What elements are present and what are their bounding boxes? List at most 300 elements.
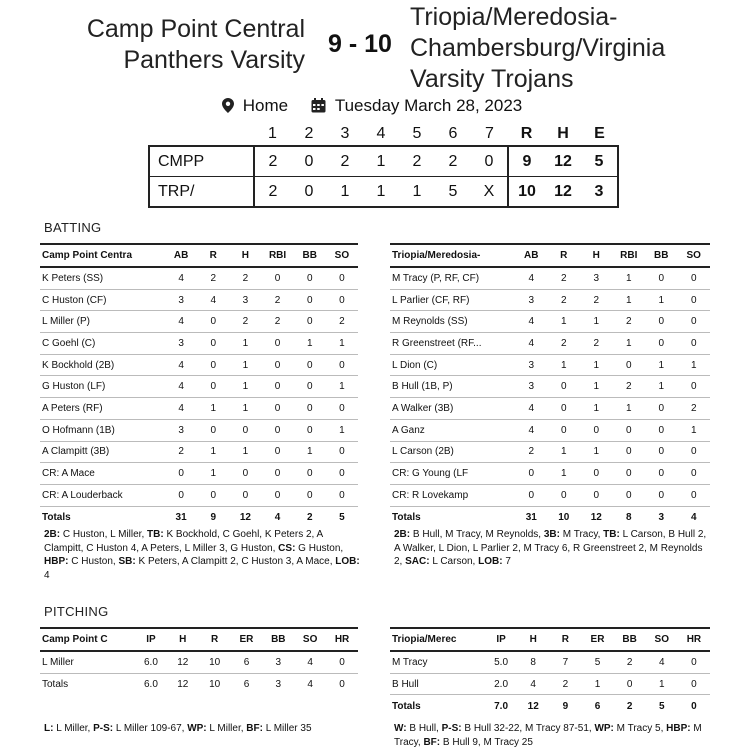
stat-cell: 0 xyxy=(294,289,326,311)
stat-cell: 1 xyxy=(580,376,613,398)
inning-header: 5 xyxy=(412,125,422,142)
total-cell: 12 xyxy=(517,695,549,718)
total-cell: 5 xyxy=(646,695,678,718)
stat-cell: 4 xyxy=(165,311,197,333)
linescore-team: CMPP xyxy=(149,146,254,177)
table-row xyxy=(390,398,710,420)
stat-column-header: BB xyxy=(645,244,678,267)
note-key: P-S: xyxy=(93,723,114,734)
inning-header: 3 xyxy=(340,125,350,142)
table-row xyxy=(40,354,358,376)
stat-cell: 1 xyxy=(613,398,646,420)
note-value: L Miller 35 xyxy=(262,723,312,734)
stat-cell: 0 xyxy=(294,354,326,376)
stat-cell: 2 xyxy=(326,311,358,333)
stat-column-header: IP xyxy=(135,628,167,651)
stat-cell: 1 xyxy=(294,333,326,355)
table-row xyxy=(40,484,358,506)
inning-score: 2 xyxy=(399,146,435,177)
total-cell: 2 xyxy=(294,506,326,529)
note-key: BF: xyxy=(246,723,263,734)
table-row xyxy=(390,354,710,376)
stat-cell: 1 xyxy=(197,463,229,485)
batting-notes-home xyxy=(44,528,362,582)
total-cell: 7.0 xyxy=(485,695,517,718)
date-text: Tuesday March 28, 2023 xyxy=(334,96,523,115)
total-cell: 10 xyxy=(199,673,231,696)
total-cell: 10 xyxy=(548,506,581,529)
stat-cell: 0 xyxy=(515,484,548,506)
pitching-section-title: PITCHING xyxy=(44,604,109,619)
table-row xyxy=(390,463,710,485)
stat-cell: 4 xyxy=(165,398,197,420)
stat-cell: 0 xyxy=(613,463,646,485)
stat-cell: 0 xyxy=(294,398,326,420)
stat-cell: 4 xyxy=(165,354,197,376)
stat-cell: 4 xyxy=(515,333,548,355)
date xyxy=(311,96,528,115)
stat-cell: 0 xyxy=(294,484,326,506)
home-team-line: Panthers Varsity xyxy=(123,46,305,74)
team-column-header: Triopia/Meredosia- xyxy=(390,244,515,267)
inning-header: 7 xyxy=(485,125,494,142)
errors-total: 3 xyxy=(581,177,618,208)
stat-cell: 1 xyxy=(197,398,229,420)
stat-cell: 1 xyxy=(548,463,581,485)
player-name: A Walker (3B) xyxy=(390,398,515,420)
table-row xyxy=(40,419,358,441)
stat-cell: 1 xyxy=(229,376,261,398)
stat-cell: 1 xyxy=(548,311,581,333)
stat-cell: 0 xyxy=(645,398,678,420)
stat-cell: 0 xyxy=(197,376,229,398)
stat-cell: 6 xyxy=(231,651,263,673)
pitching-notes-away xyxy=(394,722,710,749)
stat-cell: 2 xyxy=(614,651,646,673)
total-cell: 9 xyxy=(549,695,581,718)
player-name: K Peters (SS) xyxy=(40,267,165,289)
stat-column-header: R xyxy=(197,244,229,267)
stat-cell: 1 xyxy=(581,673,613,695)
stat-cell: 2.0 xyxy=(485,673,517,695)
table-row xyxy=(40,267,358,289)
stat-cell: 0 xyxy=(678,376,711,398)
stat-cell: 10 xyxy=(199,651,231,673)
stat-cell: 0 xyxy=(645,311,678,333)
stat-cell: 0 xyxy=(261,441,293,463)
note-key: SB: xyxy=(118,556,136,567)
stat-cell: 3 xyxy=(515,289,548,311)
stat-cell: 2 xyxy=(261,289,293,311)
hits-total: 12 xyxy=(545,177,581,208)
stat-cell: 4 xyxy=(515,419,548,441)
note-value: L Miller 109-67, xyxy=(113,723,188,734)
player-name: CR: R Lovekamp xyxy=(390,484,515,506)
stat-cell: 3 xyxy=(515,354,548,376)
pin-icon xyxy=(222,98,234,113)
stat-cell: 0 xyxy=(645,484,678,506)
stat-column-header: H xyxy=(580,244,613,267)
stat-cell: 2 xyxy=(613,311,646,333)
table-row xyxy=(40,376,358,398)
stat-cell: 0 xyxy=(645,441,678,463)
player-name: L Dion (C) xyxy=(390,354,515,376)
pitching-table-home xyxy=(40,627,358,696)
stat-cell: 1 xyxy=(229,398,261,420)
linescore-table xyxy=(148,123,619,208)
stat-cell: 3 xyxy=(515,376,548,398)
stat-cell: 0 xyxy=(548,419,581,441)
stat-cell: 0 xyxy=(678,333,711,355)
total-cell: 4 xyxy=(678,506,711,529)
note-value: B Hull, xyxy=(406,723,442,734)
location-text: Home xyxy=(242,96,289,115)
player-name: K Bockhold (2B) xyxy=(40,354,165,376)
note-value: 7 xyxy=(502,556,511,567)
total-cell: 31 xyxy=(165,506,197,529)
inning-score: 1 xyxy=(399,177,435,208)
player-name: M Tracy xyxy=(390,651,485,673)
stat-cell: 0 xyxy=(229,484,261,506)
stat-cell: 1 xyxy=(229,333,261,355)
totals-label: Totals xyxy=(390,695,485,718)
stat-column-header: R xyxy=(549,628,581,651)
stat-cell: 4 xyxy=(515,398,548,420)
stat-cell: 0 xyxy=(229,419,261,441)
pitching-notes-home xyxy=(44,722,362,736)
calendar-icon xyxy=(311,98,326,113)
totals-row xyxy=(390,506,710,529)
stat-column-header: SO xyxy=(326,244,358,267)
stat-cell: 0 xyxy=(613,419,646,441)
stat-cell: 2 xyxy=(580,333,613,355)
player-name: L Miller xyxy=(40,651,135,673)
location xyxy=(222,96,299,115)
stat-cell: 2 xyxy=(548,289,581,311)
stat-cell: 4 xyxy=(165,267,197,289)
total-cell: 12 xyxy=(167,673,199,696)
batting-table-away xyxy=(390,243,710,529)
player-name: B Hull xyxy=(390,673,485,695)
stat-cell: 4 xyxy=(646,651,678,673)
stat-cell: 0 xyxy=(261,398,293,420)
stat-column-header: H xyxy=(229,244,261,267)
player-name: B Hull (1B, P) xyxy=(390,376,515,398)
totals-row xyxy=(390,695,710,718)
linescore-row xyxy=(149,146,618,177)
stat-cell: 0 xyxy=(294,311,326,333)
note-value: K Bockhold, C Goehl, K Peters 2, A Clampitt, C Huston 4, A Peters, L Miller 3, G Huston, xyxy=(44,529,323,554)
total-cell: 12 xyxy=(229,506,261,529)
inning-score: 1 xyxy=(363,177,399,208)
stat-cell: 0 xyxy=(678,289,711,311)
note-value: K Peters, A Clampitt 2, C Huston 3, A Mace, xyxy=(135,556,336,567)
table-row xyxy=(40,333,358,355)
table-row xyxy=(390,651,710,673)
table-row xyxy=(390,376,710,398)
final-score: 9 - 10 xyxy=(328,30,392,58)
stat-cell: 0 xyxy=(678,673,710,695)
stat-cell: 12 xyxy=(167,651,199,673)
stat-cell: 0 xyxy=(261,267,293,289)
stat-cell: 1 xyxy=(613,289,646,311)
stat-cell: 2 xyxy=(261,311,293,333)
player-name: CR: G Young (LF xyxy=(390,463,515,485)
note-value: B Hull, M Tracy, M Reynolds, xyxy=(410,529,544,540)
totals-label: Totals xyxy=(40,673,135,696)
stat-cell: 3 xyxy=(165,333,197,355)
errors-total: 5 xyxy=(581,146,618,177)
game-meta xyxy=(0,96,750,116)
stat-column-header: BB xyxy=(294,244,326,267)
note-key: HBP: xyxy=(44,556,69,567)
hits-header: H xyxy=(557,125,569,142)
stat-cell: 0 xyxy=(197,484,229,506)
table-header-row xyxy=(40,628,358,651)
stat-cell: 3 xyxy=(229,289,261,311)
total-cell: 2 xyxy=(614,695,646,718)
team-column-header: Camp Point C xyxy=(40,628,135,651)
note-key: TB: xyxy=(147,529,164,540)
inning-score: 2 xyxy=(254,146,291,177)
totals-label: Totals xyxy=(390,506,515,529)
totals-row xyxy=(40,673,358,696)
inning-score: 0 xyxy=(291,146,327,177)
stat-cell: 0 xyxy=(645,463,678,485)
stat-cell: 1 xyxy=(580,311,613,333)
table-row xyxy=(390,484,710,506)
stat-column-header: AB xyxy=(165,244,197,267)
stat-cell: 0 xyxy=(197,333,229,355)
stat-cell: 1 xyxy=(646,673,678,695)
stat-cell: 1 xyxy=(645,376,678,398)
inning-score: 0 xyxy=(471,146,508,177)
stat-column-header: ER xyxy=(231,628,263,651)
stat-cell: 0 xyxy=(678,311,711,333)
stat-cell: 0 xyxy=(678,441,711,463)
linescore-row xyxy=(149,177,618,208)
stat-cell: 5 xyxy=(581,651,613,673)
runs-total: 9 xyxy=(508,146,545,177)
stat-cell: 0 xyxy=(261,419,293,441)
stat-cell: 0 xyxy=(613,441,646,463)
player-name: CR: A Louderback xyxy=(40,484,165,506)
stat-column-header: HR xyxy=(326,628,358,651)
stat-cell: 0 xyxy=(645,333,678,355)
player-name: M Tracy (P, RF, CF) xyxy=(390,267,515,289)
note-value: B Hull 32-22, M Tracy 87-51, xyxy=(461,723,595,734)
stat-cell: 2 xyxy=(580,289,613,311)
total-cell: 9 xyxy=(197,506,229,529)
stat-cell: 2 xyxy=(197,267,229,289)
total-cell: 0 xyxy=(678,695,710,718)
hits-total: 12 xyxy=(545,146,581,177)
totals-label: Totals xyxy=(40,506,165,529)
stat-cell: 0 xyxy=(294,376,326,398)
stat-cell: 0 xyxy=(294,419,326,441)
note-value: B Hull 9, M Tracy 25 xyxy=(440,736,533,748)
inning-score: 1 xyxy=(327,177,363,208)
inning-header: 1 xyxy=(268,125,277,142)
stat-column-header: HR xyxy=(678,628,710,651)
table-row xyxy=(40,651,358,673)
stat-cell: 0 xyxy=(515,463,548,485)
stat-cell: 1 xyxy=(229,441,261,463)
batting-table-home xyxy=(40,243,358,529)
errors-header: E xyxy=(594,125,605,142)
totals-row xyxy=(40,506,358,529)
note-value: 4 xyxy=(44,569,50,581)
stat-cell: 0 xyxy=(261,333,293,355)
stat-cell: 0 xyxy=(645,419,678,441)
player-name: R Greenstreet (RF... xyxy=(390,333,515,355)
stat-cell: 0 xyxy=(613,484,646,506)
stat-cell: 0 xyxy=(197,419,229,441)
stat-column-header: AB xyxy=(515,244,548,267)
stat-cell: 0 xyxy=(326,289,358,311)
stat-cell: 1 xyxy=(326,333,358,355)
inning-score: 2 xyxy=(327,146,363,177)
player-name: A Peters (RF) xyxy=(40,398,165,420)
note-value: L Miller, xyxy=(53,723,94,734)
table-row xyxy=(390,441,710,463)
stat-column-header: R xyxy=(548,244,581,267)
stat-cell: 1 xyxy=(548,441,581,463)
note-key: WP: xyxy=(594,723,614,734)
note-key: HBP: xyxy=(666,723,691,734)
away-team-line: Triopia/Meredosia- xyxy=(410,3,618,31)
note-value: L Miller, xyxy=(206,723,247,734)
note-key: LOB: xyxy=(478,556,503,567)
player-name: G Huston (LF) xyxy=(40,376,165,398)
total-cell: 8 xyxy=(613,506,646,529)
note-key: L: xyxy=(44,723,54,734)
stat-cell: 1 xyxy=(229,354,261,376)
player-name: C Goehl (C) xyxy=(40,333,165,355)
stat-column-header: SO xyxy=(646,628,678,651)
batting-notes-away xyxy=(394,528,710,569)
runs-header: R xyxy=(520,125,533,142)
note-value: L Carson, B Hull 2, A Walker, L Dion, L Parlier 2, M Tracy 6, R Greenstreet 2, M Reynolds 2, xyxy=(394,529,707,567)
stat-column-header: IP xyxy=(485,628,517,651)
note-key: 3B: xyxy=(543,529,560,540)
table-row xyxy=(390,673,710,695)
stat-cell: 1 xyxy=(197,441,229,463)
total-cell: 5 xyxy=(326,506,358,529)
note-key: P-S: xyxy=(441,723,462,734)
stat-column-header: ER xyxy=(581,628,613,651)
total-cell: 3 xyxy=(645,506,678,529)
stat-cell: 4 xyxy=(165,376,197,398)
total-cell: 6 xyxy=(231,673,263,696)
player-name: L Miller (P) xyxy=(40,311,165,333)
table-row xyxy=(390,289,710,311)
table-header-row xyxy=(390,628,710,651)
stat-cell: 2 xyxy=(549,673,581,695)
home-team-line: Camp Point Central xyxy=(86,15,305,43)
player-name: CR: A Mace xyxy=(40,463,165,485)
batting-section-title: BATTING xyxy=(44,220,102,235)
stat-cell: 1 xyxy=(580,354,613,376)
table-row xyxy=(390,419,710,441)
stat-cell: 8 xyxy=(517,651,549,673)
stat-cell: 0 xyxy=(326,463,358,485)
note-key: 2B: xyxy=(394,529,411,540)
inning-score: 2 xyxy=(435,146,471,177)
note-value: G Huston, xyxy=(295,542,344,554)
table-row xyxy=(40,311,358,333)
stat-cell: 0 xyxy=(548,398,581,420)
linescore-header-row xyxy=(149,123,618,146)
player-name: C Huston (CF) xyxy=(40,289,165,311)
stat-cell: 3 xyxy=(165,289,197,311)
stat-column-header: RBI xyxy=(261,244,293,267)
team-column-header: Camp Point Centra xyxy=(40,244,165,267)
player-name: A Clampitt (3B) xyxy=(40,441,165,463)
home-team-name xyxy=(60,14,305,76)
total-cell: 31 xyxy=(515,506,548,529)
stat-cell: 0 xyxy=(326,354,358,376)
stat-cell: 1 xyxy=(645,354,678,376)
table-row xyxy=(390,333,710,355)
stat-cell: 0 xyxy=(261,484,293,506)
stat-cell: 0 xyxy=(613,354,646,376)
stat-column-header: SO xyxy=(678,244,711,267)
note-value: M Tracy, xyxy=(394,723,702,748)
stat-cell: 0 xyxy=(326,441,358,463)
stat-cell: 7 xyxy=(549,651,581,673)
runs-total: 10 xyxy=(508,177,545,208)
stat-cell: 1 xyxy=(580,398,613,420)
inning-score: X xyxy=(471,177,508,208)
stat-cell: 0 xyxy=(326,398,358,420)
stat-cell: 0 xyxy=(580,463,613,485)
inning-score: 0 xyxy=(291,177,327,208)
note-key: 2B: xyxy=(44,529,61,540)
inning-header: 4 xyxy=(376,125,386,142)
stat-cell: 0 xyxy=(326,651,358,673)
table-row xyxy=(40,441,358,463)
table-header-row xyxy=(390,244,710,267)
stat-cell: 2 xyxy=(678,398,711,420)
note-key: TB: xyxy=(603,529,620,540)
note-key: W: xyxy=(394,723,407,734)
stat-cell: 4 xyxy=(197,289,229,311)
inning-score: 2 xyxy=(254,177,291,208)
player-name: M Reynolds (SS) xyxy=(390,311,515,333)
note-value: M Tracy 5, xyxy=(613,723,667,734)
note-value: M Tracy, xyxy=(560,529,604,540)
away-team-name xyxy=(410,2,740,95)
stat-cell: 5.0 xyxy=(485,651,517,673)
inning-score: 1 xyxy=(363,146,399,177)
stat-cell: 1 xyxy=(613,267,646,289)
stat-cell: 0 xyxy=(548,376,581,398)
total-cell: 0 xyxy=(326,673,358,696)
note-value: C Huston, xyxy=(68,556,119,567)
stat-cell: 0 xyxy=(326,484,358,506)
stat-cell: 4 xyxy=(515,311,548,333)
table-row xyxy=(390,267,710,289)
table-row xyxy=(40,398,358,420)
stat-cell: 0 xyxy=(261,354,293,376)
stat-cell: 0 xyxy=(678,484,711,506)
stat-column-header: RBI xyxy=(613,244,646,267)
stat-cell: 2 xyxy=(229,311,261,333)
stat-cell: 1 xyxy=(326,419,358,441)
inning-header: 2 xyxy=(304,125,314,142)
stat-cell: 1 xyxy=(645,289,678,311)
